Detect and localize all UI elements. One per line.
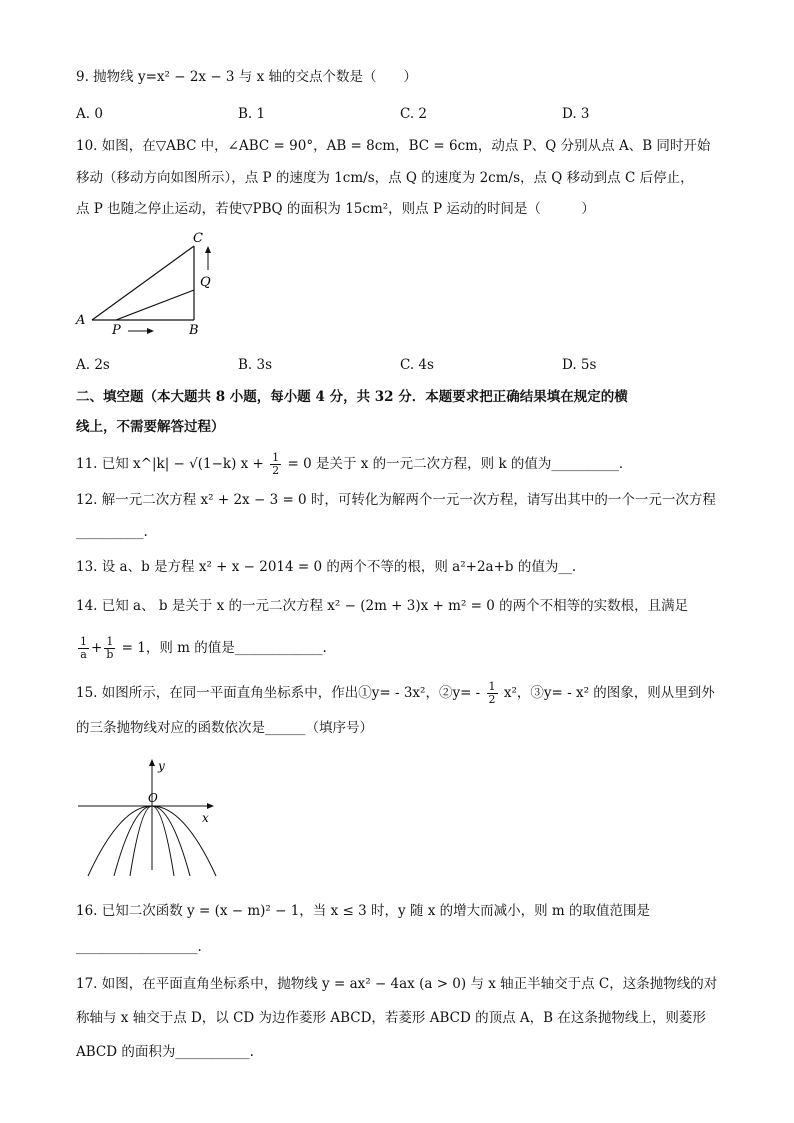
q10-label-q: Q (200, 275, 211, 290)
q9-option-c: C. 2 (400, 106, 428, 122)
q10-option-b: B. 3s (238, 357, 273, 373)
q14-frac1-den: a (80, 648, 87, 661)
q13-text: 13. 设 a、b 是方程 x² + x − 2014 = 0 的两个不等的根，则 a²+2a+b 的值为__. (76, 559, 577, 575)
q15-post: x²，③y= - x² 的图象，则从里到外 (503, 685, 715, 701)
q14-plus: + (91, 640, 103, 656)
q10-option-a: A. 2s (76, 357, 110, 373)
q12-line1: 12. 解一元二次方程 x² + 2x − 3 = 0 时，可转化为解两个一元一次方程，请写出其中的一个一元一次方程 (76, 492, 716, 508)
q10-options (76, 355, 716, 375)
q10-triangle-figure (70, 228, 230, 340)
q15-line1 (76, 678, 730, 708)
q12-line2: __________. (76, 524, 148, 540)
q15-y-axis-arrow (149, 759, 155, 766)
q14-line2 (76, 633, 730, 663)
q9-option-d: D. 3 (562, 106, 590, 122)
section2-heading-line2: 线上，不需要解答过程） (76, 419, 225, 435)
q10-label-c: C (193, 231, 203, 246)
q10-label-b: B (189, 323, 199, 338)
q9-text: 9. 抛物线 y=x² − 2x − 3 与 x 轴的交点个数是（ ） (76, 69, 417, 85)
q14-fraction-2 (104, 636, 115, 661)
q9-option-b: B. 1 (238, 106, 266, 122)
q10-line2: 移动（移动方向如图所示），点 P 的速度为 1cm/s，点 Q 的速度为 2cm/s，点 Q 移动到点 C 后停止， (76, 170, 694, 186)
q15-frac-den: 2 (488, 693, 496, 706)
section2-heading-line1: 二、填空题（本大题共 8 小题，每小题 4 分，共 32 分．本题要求把正确结果填在规定的横 (76, 389, 628, 405)
q15-parabolas-figure (72, 752, 222, 882)
q10-arrow-q-head (205, 246, 211, 253)
q14-frac1-num: 1 (80, 635, 87, 648)
q14-fraction-1 (78, 636, 89, 661)
q11-frac-num: 1 (272, 451, 280, 464)
q10-label-a: A (76, 313, 86, 328)
q15-label-o: O (148, 791, 158, 805)
q11-pre: 11. 已知 x^|k| − √(1−k) x + (76, 456, 264, 472)
q14-frac2-num: 1 (104, 636, 115, 649)
q15-frac-num: 1 (488, 680, 496, 693)
q15-fraction (487, 681, 498, 706)
q15-label-y: y (158, 759, 165, 773)
q14-frac2-den: b (106, 648, 114, 661)
q15-line2: 的三条抛物线对应的函数依次是______（填序号） (76, 720, 373, 736)
q14-line1: 14. 已知 a、 b 是关于 x 的一元二次方程 x² − (2m + 3)x + m² = 0 的两个不相等的实数根，且满足 (76, 598, 689, 614)
q11-post: = 0 是关于 x 的一元二次方程，则 k 的值为__________． (287, 456, 633, 472)
q11-frac-den: 2 (272, 464, 280, 477)
q17-line2: 称轴与 x 轴交于点 D，以 CD 为边作菱形 ABCD，若菱形 ABCD 的顶点 A，B 在这条抛物线上，则菱形 (76, 1010, 706, 1026)
q10-side-ac (92, 246, 194, 320)
q10-arrow-p-head (147, 328, 154, 334)
q10-line1: 10. 如图，在▽ABC 中，∠ABC = 90°，AB = 8cm，BC = 6cm，动点 P、Q 分别从点 A、B 同时开始 (76, 138, 711, 154)
q9-option-a: A. 0 (76, 106, 103, 122)
q16-line2: __________________. (76, 939, 202, 955)
q10-option-d: D. 5s (562, 357, 597, 373)
q11-text (76, 451, 730, 477)
q17-line1: 17. 如图，在平面直角坐标系中，抛物线 y = ax² − 4ax (a > 0) 与 x 轴正半轴交于点 C，这条抛物线的对 (76, 976, 718, 992)
q10-option-c: C. 4s (400, 357, 434, 373)
q17-line3: ABCD 的面积为___________. (76, 1044, 254, 1060)
q15-pre: 15. 如图所示，在同一平面直角坐标系中，作出①y= - 3x²，②y= - (76, 685, 481, 701)
q11-fraction (270, 452, 281, 477)
q9-options (76, 104, 716, 124)
q10-label-p: P (112, 323, 121, 338)
q15-x-axis-arrow (207, 803, 214, 809)
q15-label-x: x (202, 811, 209, 825)
q16-line1: 16. 已知二次函数 y = (x − m)² − 1，当 x ≤ 3 时，y 随 x 的增大而减小，则 m 的取值范围是 (76, 903, 650, 919)
q14-post: = 1，则 m 的值是_____________. (121, 640, 327, 656)
q10-line3: 点 P 也随之停止运动，若使▽PBQ 的面积为 15cm²，则点 P 运动的时间是（ ） (76, 201, 595, 217)
